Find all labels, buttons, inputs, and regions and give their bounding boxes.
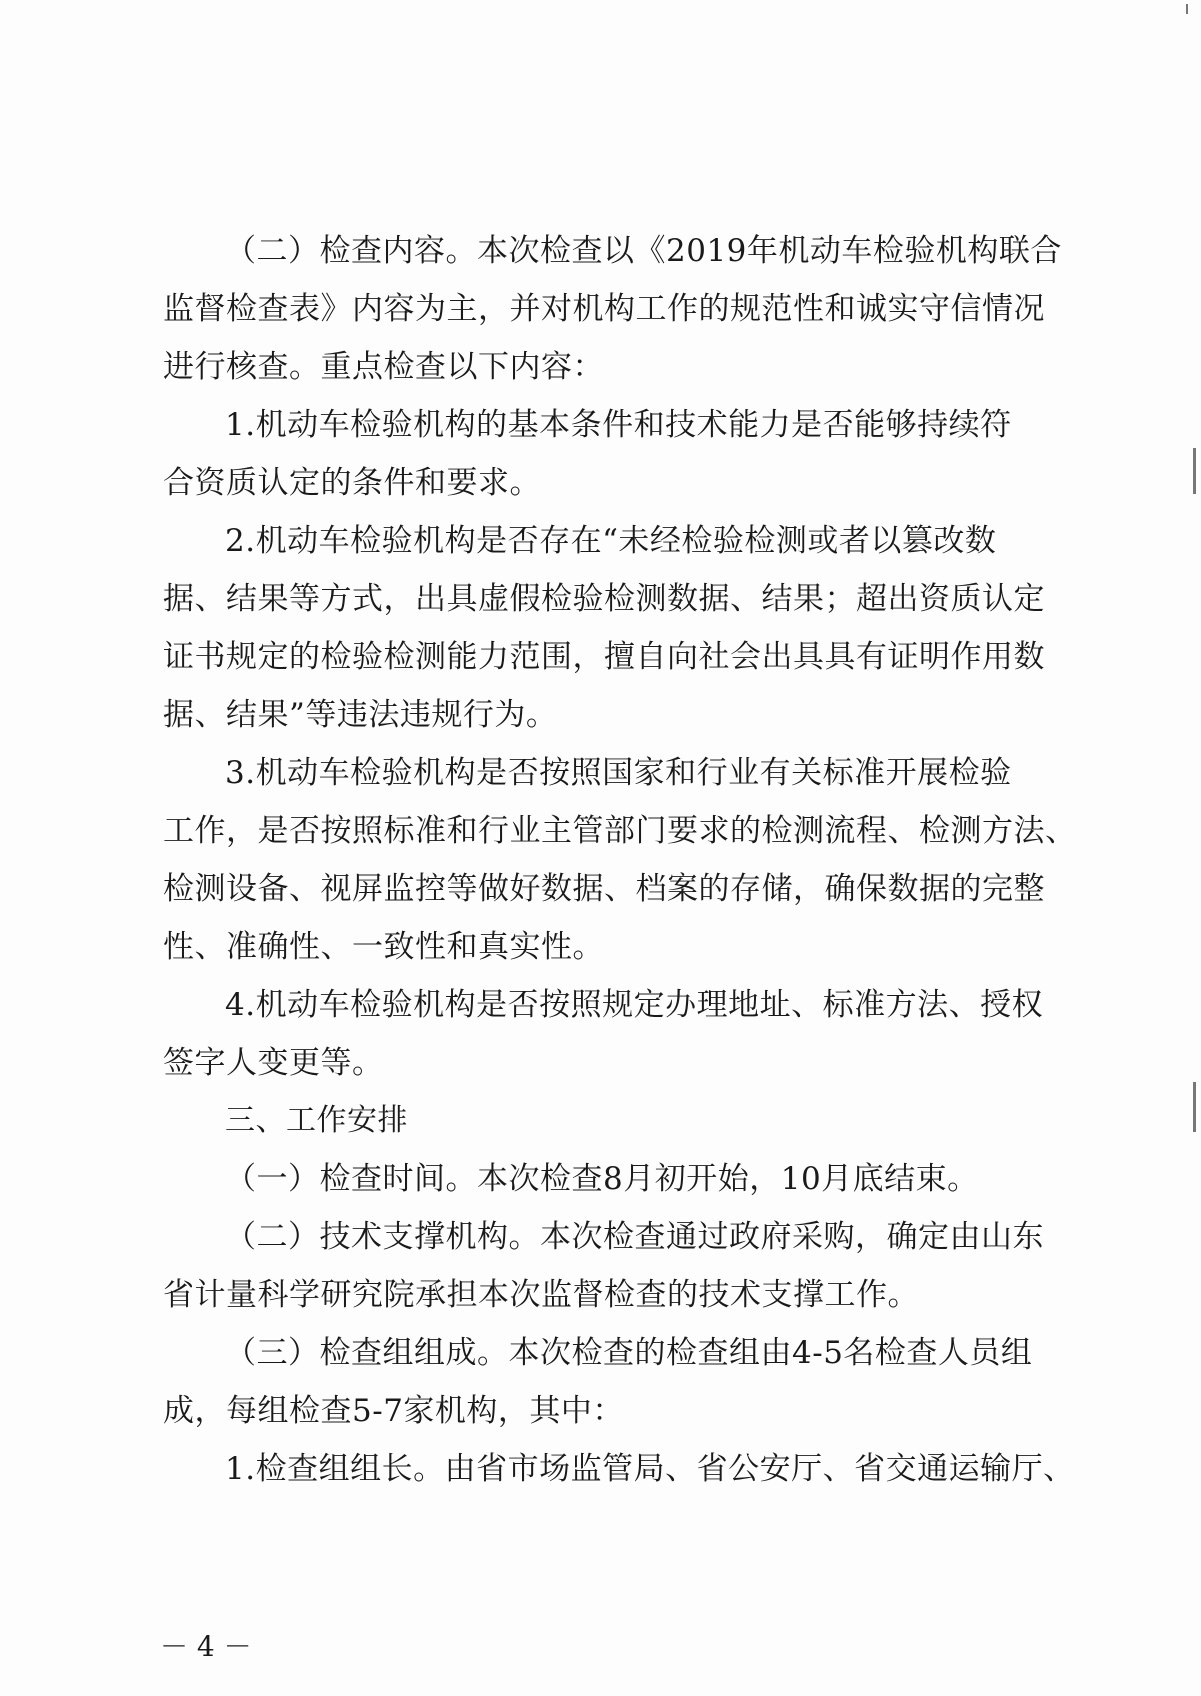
text-line: （二）技术支撑机构。本次检查通过政府采购，确定由山东 [225,1219,1044,1255]
text-line: 省计量科学研究院承担本次监督检查的技术支撑工作。 [163,1277,919,1313]
text-line: 成，每组检查5-7家机构，其中： [163,1393,624,1429]
text-line: 检测设备、视屏监控等做好数据、档案的存储，确保数据的完整 [163,871,1045,907]
text-line: 1.机动车检验机构的基本条件和技术能力是否能够持续符 [225,407,1012,443]
text-line: 性、准确性、一致性和真实性。 [163,929,604,965]
document-body [163,222,1083,1498]
text-line: （一）检查时间。本次检查8月初开始，10月底结束。 [225,1161,979,1197]
text-line: 工作，是否按照标准和行业主管部门要求的检测流程、检测方法、 [163,813,1077,849]
scan-edge-mark [1186,4,1188,14]
section-heading: 三、工作安排 [225,1103,408,1138]
text-line: 证书规定的检验检测能力范围，擅自向社会出具具有证明作用数 [163,639,1045,675]
text-line: 4.机动车检验机构是否按照规定办理地址、标准方法、授权 [225,987,1044,1023]
scan-edge-mark [1193,448,1196,494]
scan-edge-mark [1193,1082,1196,1132]
text-line: 据、结果等方式，出具虚假检验检测数据、结果；超出资质认定 [163,581,1045,617]
text-line: 签字人变更等。 [163,1045,384,1081]
text-line: 2.机动车检验机构是否存在“未经检验检测或者以篡改数 [225,523,997,559]
text-line: 合资质认定的条件和要求。 [163,465,541,501]
text-line: （三）检查组组成。本次检查的检查组由4-5名检查人员组 [225,1335,1033,1371]
text-line: 3.机动车检验机构是否按照国家和行业有关标准开展检验 [225,755,1012,791]
text-line: 监督检查表》内容为主，并对机构工作的规范性和诚实守信情况 [163,291,1045,327]
text-line: （二）检查内容。本次检查以《2019年机动车检验机构联合 [225,233,1062,269]
text-line: 进行核查。重点检查以下内容： [163,349,604,385]
text-line: 据、结果”等违法违规行为。 [163,697,558,733]
page-number: － 4 － [160,1630,252,1663]
text-line: 1.检查组组长。由省市场监管局、省公安厅、省交通运输厅、 [225,1451,1075,1487]
